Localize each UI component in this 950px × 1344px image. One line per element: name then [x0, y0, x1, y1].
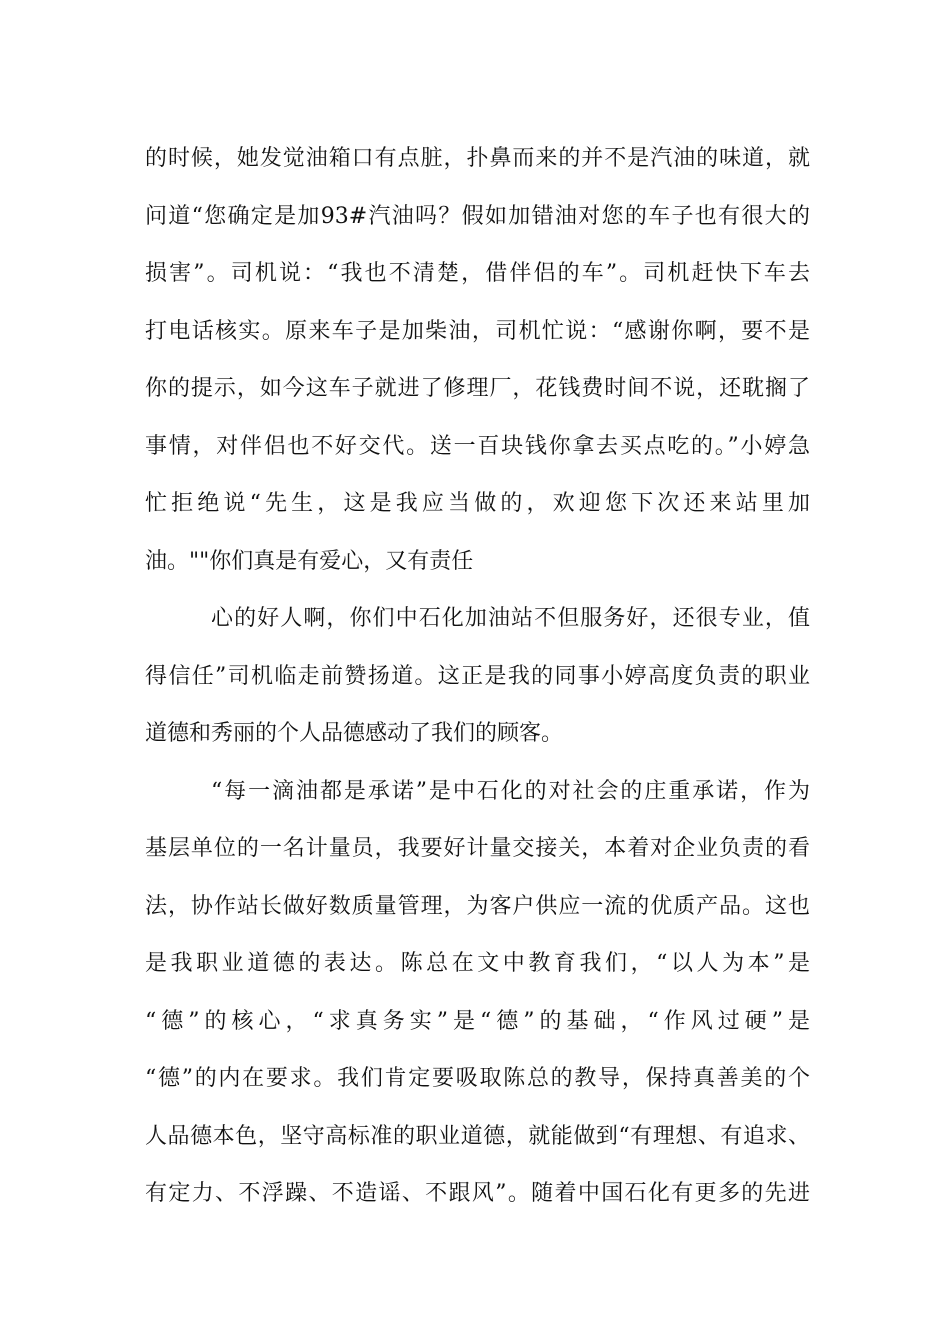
text-line: 忙拒绝说“先生，这是我应当做的，欢迎您下次还来站里加 [145, 491, 810, 516]
text-line: 油。""你们真是有爱心，又有责任 [145, 548, 474, 574]
text-line: 基层单位的一名计量员，我要好计量交接关，本着对企业负责的看 [145, 836, 810, 861]
paragraph-first-line: “每一滴油都是承诺”是中石化的对社会的庄重承诺，作为 [211, 778, 810, 804]
text-line: 事情，对伴侣也不好交代。送一百块钱你拿去买点吃的。”小婷急 [145, 433, 810, 459]
text-line: 问道“您确定是加93#汽油吗？假如加错油对您的车子也有很大的 [145, 203, 810, 229]
text-line: 人品德本色，坚守高标准的职业道德，就能做到“有理想、有追求、 [145, 1123, 810, 1149]
text-line: 打电话核实。原来车子是加柴油，司机忙说：“感谢你啊，要不是 [145, 318, 810, 344]
body-text [145, 130, 810, 1223]
text-line: 道德和秀丽的个人品德感动了我们的顾客。 [145, 721, 564, 746]
text-line: 有定力、不浮躁、不造谣、不跟风”。随着中国石化有更多的先进 [145, 1181, 810, 1206]
text-line: 得信任”司机临走前赞扬道。这正是我的同事小婷高度负责的职业 [145, 663, 810, 689]
text-line: 你的提示，如今这车子就进了修理厂，花钱费时间不说，还耽搁了 [145, 376, 810, 401]
text-line: “德”的核心，“求真务实”是“德”的基础，“作风过硬”是 [145, 1008, 810, 1034]
text-line: “德”的内在要求。我们肯定要吸取陈总的教导，保持真善美的个 [145, 1066, 810, 1091]
paragraph-first-line: 心的好人啊，你们中石化加油站不但服务好，还很专业，值 [211, 606, 810, 631]
text-line: 法，协作站长做好数质量管理，为客户供应一流的优质产品。这也 [145, 893, 810, 919]
text-line: 损害”。司机说：“我也不清楚，借伴侣的车”。司机赶快下车去 [145, 261, 810, 286]
text-line: 是我职业道德的表达。陈总在文中教育我们，“以人为本”是 [145, 951, 810, 976]
text-line: 的时候，她发觉油箱口有点脏，扑鼻而来的并不是汽油的味道，就 [145, 146, 810, 171]
